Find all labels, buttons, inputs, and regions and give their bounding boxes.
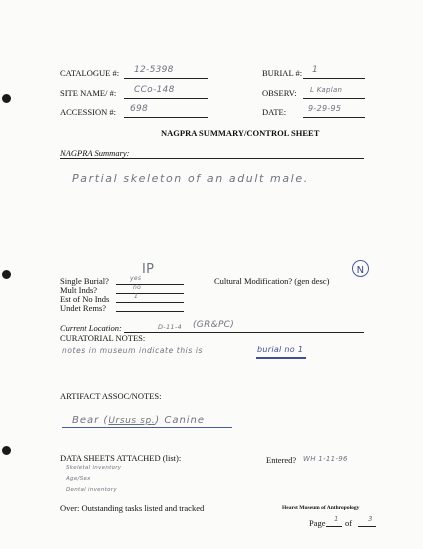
burial-code: IP — [142, 262, 155, 277]
est-no-inds-line — [116, 302, 184, 303]
page-label: Page — [309, 518, 326, 528]
accession-value: 698 — [130, 104, 149, 114]
catalogue-label: CATALOGUE #: — [60, 68, 120, 78]
cultural-mod-value-circle — [352, 260, 369, 277]
summary-rule — [60, 158, 364, 159]
artifact-text-b: Ursus sp. — [108, 416, 156, 426]
artifact-underline — [62, 427, 232, 428]
burial-line — [303, 78, 365, 79]
data-sheet-item: Dental inventory — [66, 487, 117, 493]
mult-inds-value: no — [133, 284, 142, 291]
site-line — [124, 98, 208, 99]
observ-value: L Kaplan — [310, 86, 343, 94]
est-no-inds-label: Est of No Inds — [60, 294, 110, 304]
curatorial-text: notes in museum indicate this is — [62, 346, 204, 355]
artifact-text-a: Bear ( — [72, 415, 109, 426]
summary-label: NAGPRA Summary: — [60, 148, 130, 158]
curatorial-label: CURATORIAL NOTES: — [60, 333, 146, 343]
punch-hole-middle — [2, 270, 11, 279]
museum-name: Hearst Museum of Anthropology — [282, 505, 360, 511]
artifact-notes — [72, 410, 205, 428]
page-number-line — [326, 526, 342, 527]
est-no-inds-value: 1 — [134, 293, 139, 300]
accession-label: ACCESSION #: — [60, 107, 116, 117]
page-number: 1 — [334, 515, 339, 523]
summary-text: Partial skeleton of an adult male. — [72, 172, 309, 185]
location-value: D-11-4 — [158, 323, 182, 331]
date-value: 9-29-95 — [308, 104, 342, 113]
undet-rems-line — [116, 311, 184, 312]
mult-inds-line — [116, 293, 184, 294]
site-value: CCo-148 — [134, 85, 175, 95]
entered-label: Entered? — [266, 455, 297, 465]
accession-line — [124, 117, 208, 118]
catalogue-line — [124, 78, 208, 79]
entered-value: WH 1-11-96 — [303, 455, 348, 463]
data-sheets-label: DATA SHEETS ATTACHED (list): — [60, 453, 182, 463]
mult-inds-label: Mult Inds? — [60, 285, 98, 295]
location-label: Current Location: — [60, 323, 122, 333]
artifact-label: ARTIFACT ASSOC/NOTES: — [60, 391, 162, 401]
observ-label: OBSERV: — [262, 88, 297, 98]
of-label: of — [345, 518, 353, 528]
outstanding-note: Over: Outstanding tasks listed and tracked — [60, 503, 205, 513]
data-sheet-item: Skeletal inventory — [66, 465, 122, 471]
location-rule — [124, 332, 364, 333]
date-line — [303, 117, 365, 118]
artifact-text-c: ) Canine — [155, 415, 206, 426]
cultural-mod-label: Cultural Modification? (gen desc) — [214, 276, 330, 286]
date-label: DATE: — [262, 107, 287, 117]
punch-hole-top — [2, 94, 11, 103]
undet-rems-label: Undet Rems? — [60, 303, 107, 313]
sheet-title: NAGPRA SUMMARY/CONTROL SHEET — [161, 128, 320, 138]
burial-value: 1 — [312, 65, 319, 75]
single-burial-label: Single Burial? — [60, 276, 109, 286]
site-label: SITE NAME/ #: — [60, 88, 117, 98]
page-total: 3 — [368, 515, 373, 523]
single-burial-line — [116, 284, 184, 285]
punch-hole-bottom — [2, 446, 11, 455]
observ-line — [303, 98, 365, 99]
curatorial-underline — [256, 357, 306, 359]
single-burial-value: yes — [130, 275, 142, 282]
data-sheet-item: Age/Sex — [66, 476, 91, 482]
catalogue-value: 12-5398 — [134, 65, 174, 75]
page-total-line — [358, 526, 376, 527]
curatorial-emphasis: burial no 1 — [257, 345, 304, 354]
burial-label: BURIAL #: — [262, 68, 303, 78]
cultural-mod-value: N — [356, 265, 365, 276]
location-extra: (GR&PC) — [193, 320, 235, 330]
